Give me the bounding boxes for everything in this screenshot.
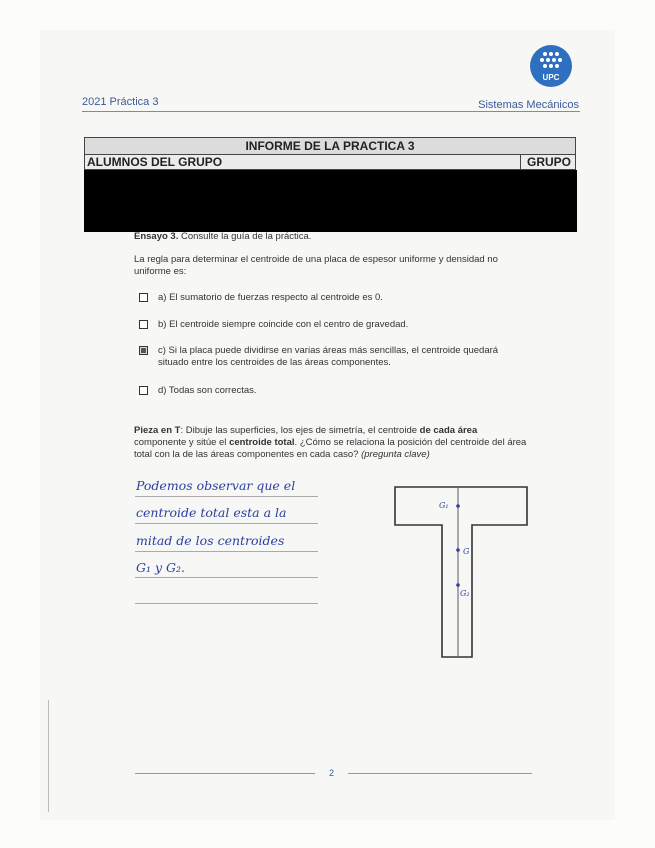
header-divider — [82, 111, 580, 112]
students-row — [85, 155, 575, 169]
header-subject: Sistemas Mecánicos — [478, 99, 579, 111]
answer-rule-5 — [135, 603, 318, 604]
upc-logo — [526, 44, 576, 88]
header-course: 2021 Práctica 3 — [82, 96, 159, 108]
row-divider — [520, 155, 521, 169]
students-label: ALUMNOS DEL GRUPO — [87, 155, 223, 169]
label-g2: G₂ — [460, 589, 470, 598]
pieza-text-3: . ¿Cómo se relaciona la posición del centroide del área total con la de las áreas componentes en cada caso? — [134, 437, 527, 460]
answer-rule-3 — [135, 551, 318, 552]
answer-rule-1 — [135, 496, 318, 497]
option-c-text: c) Si la placa puede dividirse en varias áreas más sencillas, el centroide quedará situado entre los centroides de las áreas componentes. — [158, 345, 499, 368]
option-d-checkbox[interactable] — [139, 386, 148, 395]
ensayo-text: Consulte la guía de la práctica. — [181, 231, 312, 242]
label-g1: G₁ — [439, 501, 449, 510]
pieza-bold-2: centroide total — [229, 437, 295, 448]
answer-rule-4 — [135, 577, 318, 578]
footer-rule-left — [135, 773, 315, 774]
answer-line-4: G₁ y G₂. — [136, 560, 185, 575]
option-d-text: d) Todas son correctas. — [158, 385, 257, 396]
report-form — [84, 137, 576, 170]
t-piece-outline — [395, 487, 527, 657]
answer-rule-2 — [135, 523, 318, 524]
pieza-note: (pregunta clave) — [361, 449, 430, 460]
centroid-g1-dot — [456, 504, 460, 508]
ensayo-line — [134, 231, 311, 243]
t-piece-figure — [394, 486, 528, 658]
pieza-text-2: componente y sitúe el — [134, 437, 230, 448]
pieza-prompt — [134, 425, 529, 461]
scan-edge — [48, 700, 49, 812]
answer-line-3: mitad de los centroides — [136, 533, 285, 548]
option-b-checkbox[interactable] — [139, 320, 148, 329]
centroid-g2-dot — [456, 583, 460, 587]
footer-rule-right — [348, 773, 532, 774]
pieza-label: Pieza en T — [134, 425, 181, 436]
ensayo-label: Ensayo 3. — [134, 231, 179, 242]
option-c-checkbox-checked[interactable] — [139, 346, 148, 355]
pieza-bold-1: de cada área — [419, 425, 478, 436]
group-label: GRUPO — [526, 155, 571, 169]
label-g: G — [463, 547, 470, 556]
report-title: INFORME DE LA PRACTICA 3 — [85, 138, 575, 155]
option-b-text: b) El centroide siempre coincide con el centro de gravedad. — [158, 319, 409, 330]
question-intro: La regla para determinar el centroide de una placa de espesor uniforme y densidad no uniforme es: — [134, 254, 498, 277]
answer-line-2: centroide total esta a la — [136, 505, 287, 520]
answer-line-1: Podemos observar que el — [136, 478, 296, 493]
page-number: 2 — [329, 768, 335, 778]
logo-text: UPC — [542, 73, 560, 82]
option-a-checkbox[interactable] — [139, 293, 148, 302]
redacted-names-block — [84, 170, 577, 232]
centroid-g-dot — [456, 548, 460, 552]
pieza-text-1: : Dibuje las superficies, los ejes de simetría, el centroide — [180, 425, 420, 436]
option-a-text: a) El sumatorio de fuerzas respecto al centroide es 0. — [158, 292, 383, 303]
